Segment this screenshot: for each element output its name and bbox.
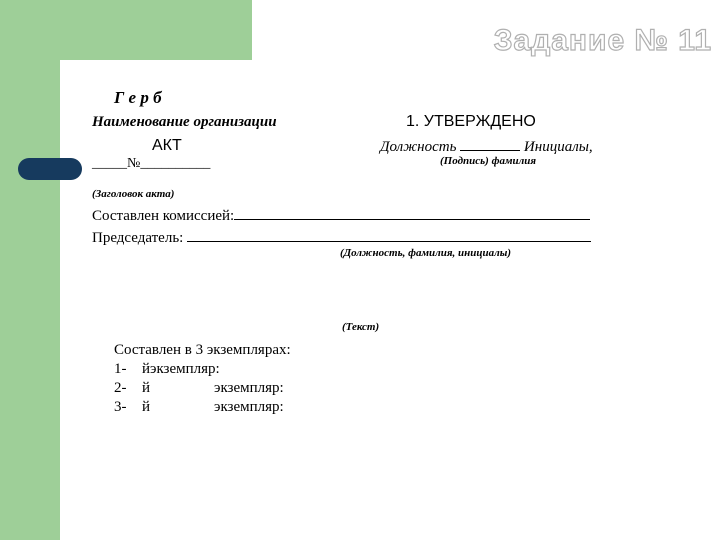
position-label: Должность [380, 139, 457, 155]
copy-word: экземпляр: [214, 380, 284, 396]
chairman-hint: (Должность, фамилия, инициалы) [340, 247, 512, 259]
act-number: _____№__________ [92, 156, 211, 171]
copy-word: экземпляр: [214, 399, 284, 415]
decorative-tab [18, 158, 82, 180]
content-card [60, 60, 720, 540]
chairman-label: Председатель: [92, 230, 184, 246]
copy-row [114, 399, 284, 416]
commission-line [92, 206, 590, 225]
copies-intro: Составлен в 3 экземплярах: [114, 342, 291, 358]
act-title: АКТ [152, 137, 182, 154]
copy-row [114, 361, 220, 378]
initials-label: Инициалы, [523, 139, 593, 155]
copy-number: 1- [114, 361, 127, 377]
organization-name: Наименование организации [92, 114, 277, 130]
signature-hint: (Подпись) фамилия [440, 155, 537, 167]
copy-number: 3- [114, 399, 127, 415]
coat-of-arms-label: Г е р б [114, 88, 162, 107]
commission-blank [234, 206, 590, 220]
position-blank [460, 137, 520, 151]
copy-suffix: й [142, 399, 151, 415]
chairman-line [92, 228, 591, 247]
position-line [380, 137, 593, 156]
copy-row [114, 380, 284, 397]
commission-label: Составлен комиссией: [92, 208, 235, 224]
copy-suffix: й [142, 380, 151, 396]
text-hint: (Текст) [342, 321, 380, 333]
copy-word: экземпляр: [150, 361, 220, 377]
act-header-hint: (Заголовок акта) [92, 188, 175, 200]
chairman-blank [187, 228, 591, 242]
slide-title: Задание № 11 [493, 24, 712, 57]
copy-suffix: й [142, 361, 151, 377]
green-top-band [0, 0, 252, 60]
approved-heading: 1. УТВЕРЖДЕНО [406, 113, 536, 130]
copy-number: 2- [114, 380, 127, 396]
green-side-band [0, 0, 60, 540]
